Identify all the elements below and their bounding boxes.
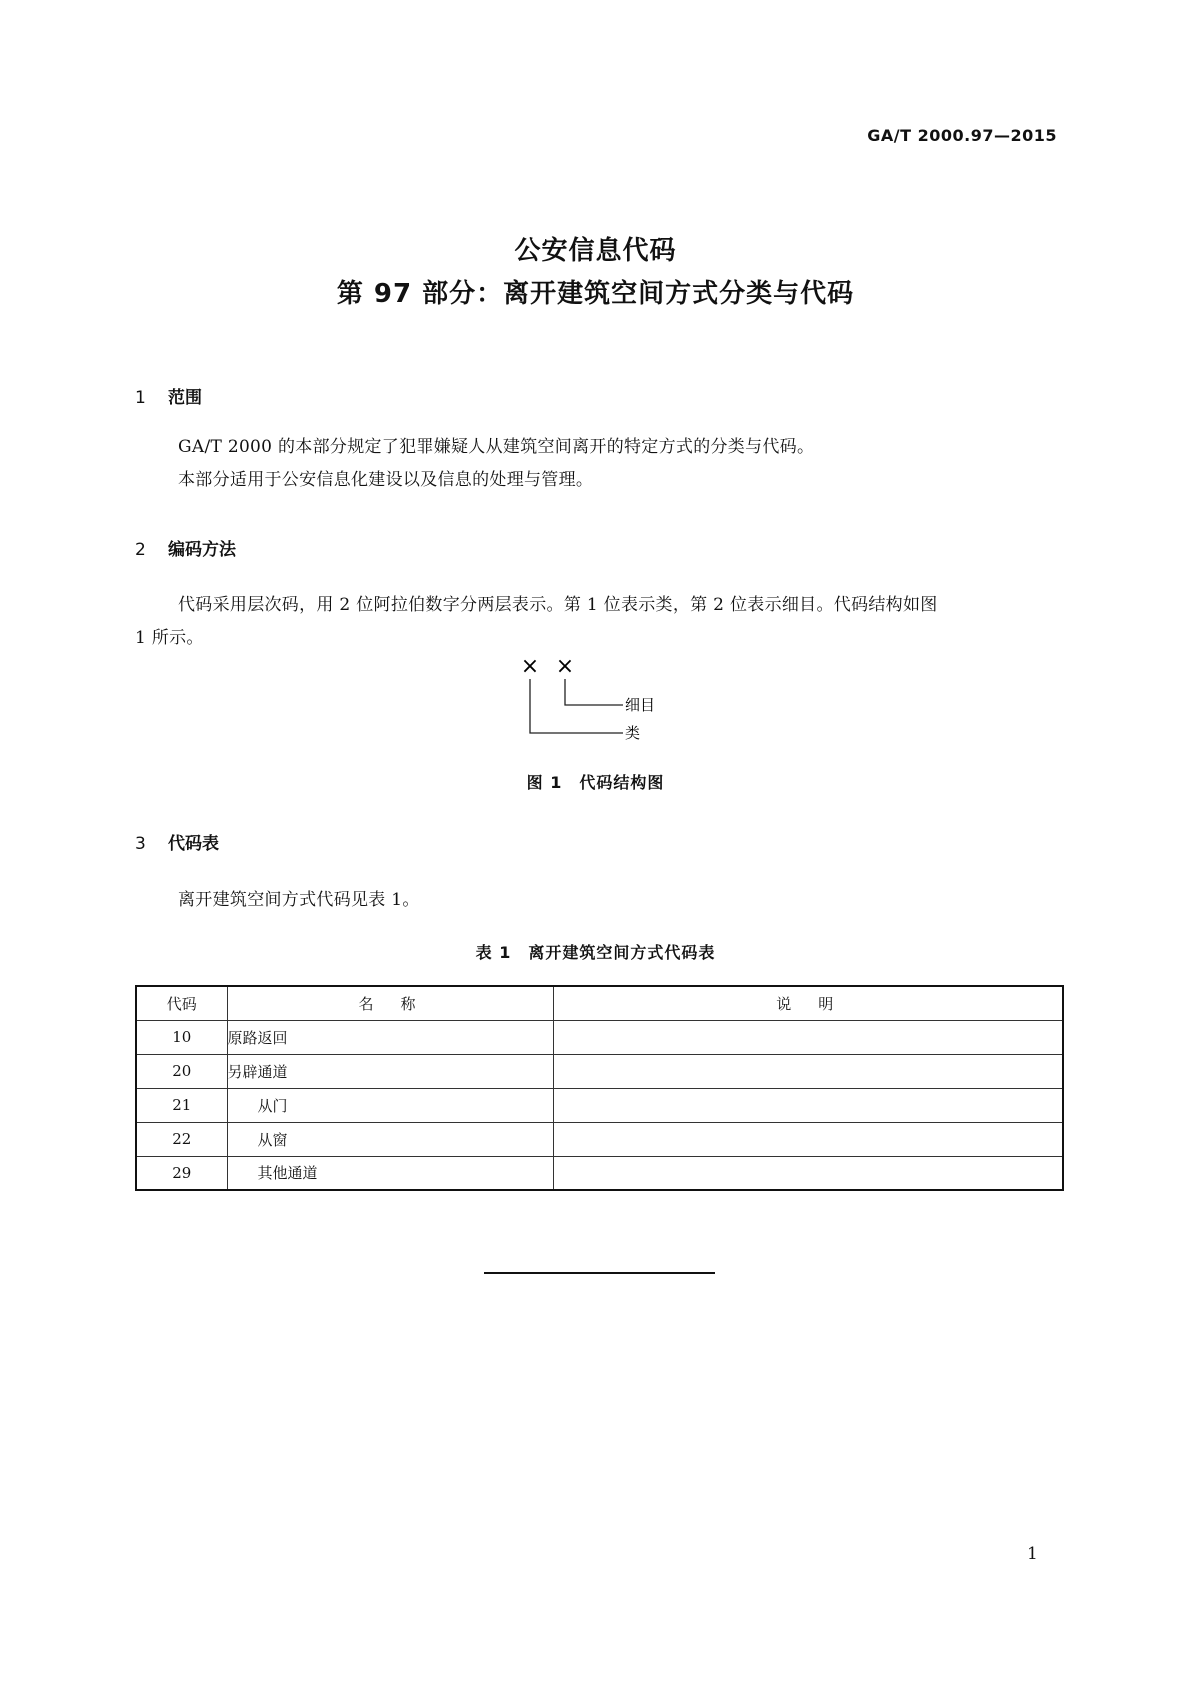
row-name: 从窗 [227,1122,553,1156]
section-heading-coding-method [135,535,236,560]
section-heading-code-table [135,829,219,854]
coding-paragraph-line1: 代码采用层次码，用 2 位阿拉伯数字分两层表示。第 1 位表示类，第 2 位表示细目。代码结构如图 [178,595,938,615]
table-row [136,1054,1063,1088]
page-number: 1 [1027,1544,1038,1564]
row-desc [553,1020,1063,1054]
section-number: 1 [135,388,146,408]
class-digit-symbol: × [520,655,540,679]
row-desc [553,1156,1063,1190]
row-code: 29 [136,1156,227,1190]
row-name: 从门 [227,1088,553,1122]
section-heading-scope [135,383,202,408]
section-title: 编码方法 [168,540,236,560]
figure-caption: 图 1 代码结构图 [526,773,665,792]
row-desc [553,1054,1063,1088]
document-subtitle: 第 97 部分：离开建筑空间方式分类与代码 [336,279,855,309]
scope-paragraph-1: GA/T 2000 的本部分规定了犯罪嫌疑人从建筑空间离开的特定方式的分类与代码。 [178,437,815,457]
row-name: 其他通道 [227,1156,553,1190]
header-name: 名 称 [227,986,553,1020]
row-code: 20 [136,1054,227,1088]
row-name: 原路返回 [227,1020,553,1054]
section-title: 代码表 [168,834,219,854]
header-desc: 说 明 [553,986,1063,1020]
row-name: 另辟通道 [227,1054,553,1088]
table-caption: 表 1 离开建筑空间方式代码表 [475,943,716,962]
table-row [136,1156,1063,1190]
row-code: 21 [136,1088,227,1122]
code-table-paragraph: 离开建筑空间方式代码见表 1。 [178,890,420,910]
code-structure-diagram [520,655,680,745]
detail-connector-line [565,679,623,705]
header-code: 代码 [136,986,227,1020]
document-title: 公安信息代码 [514,236,677,266]
detail-label: 细目 [625,696,656,714]
table-row [136,1122,1063,1156]
scope-paragraph-2: 本部分适用于公安信息化建设以及信息的处理与管理。 [178,470,594,490]
class-connector-line [530,679,623,733]
table-row [136,1020,1063,1054]
row-desc [553,1122,1063,1156]
section-title: 范围 [168,388,202,408]
end-of-document-rule [484,1272,715,1274]
section-number: 3 [135,834,146,854]
coding-paragraph-line2: 1 所示。 [135,628,204,648]
standard-number: GA/T 2000.97—2015 [867,126,1057,145]
table-header-row [136,986,1063,1020]
row-desc [553,1088,1063,1122]
code-table [135,985,1064,1191]
table-row [136,1088,1063,1122]
row-code: 10 [136,1020,227,1054]
detail-digit-symbol: × [555,655,575,679]
section-number: 2 [135,540,146,560]
row-code: 22 [136,1122,227,1156]
class-label: 类 [625,724,641,742]
